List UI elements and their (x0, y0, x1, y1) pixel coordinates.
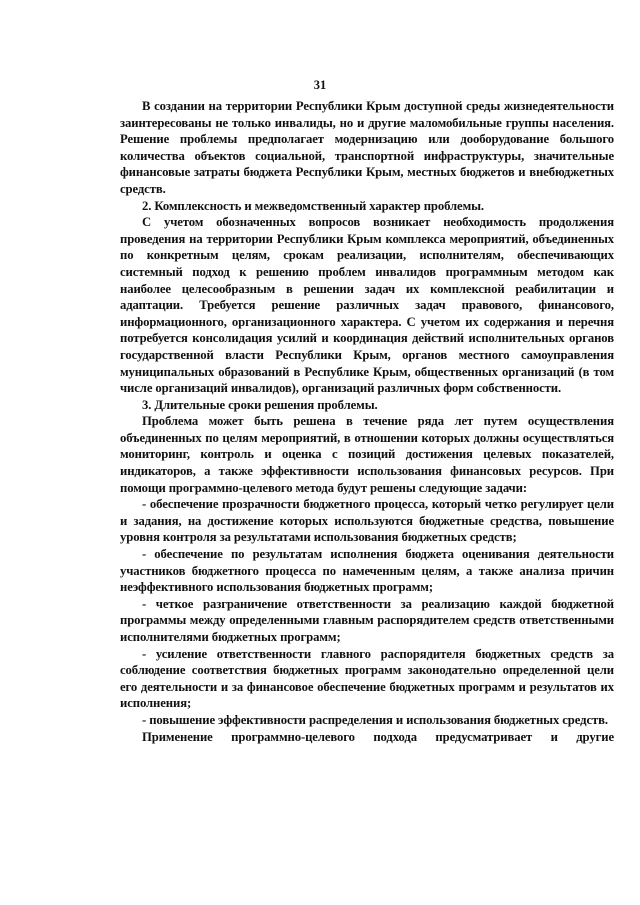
paragraph-program-measures: С учетом обозначенных вопросов возникает необходимость продолжения проведения на территории Республики Крым комплекса мероприятий, объединенных по конкретным целям, срокам реализации, исполнителям, обеспечивающих системный подход к решению проблем инвалидов программным методом как наиболее целесообразным в решении задач их комплексной реабилитации и адаптации. Требуется решение различных задач правового, финансового, информационного, организационного характера. С учетом их содержания и перечня потребуется консолидация усилий и координация действий исполнительных органов государственной власти Республики Крым, органов местного самоуправления муниципальных образований в Республике Крым, общественных организаций (в том числе организаций инвалидов), организаций различных форм собственности. (120, 215, 614, 396)
paragraph-problem-solution: Проблема может быть решена в течение ряда лет путем осуществления объединенных по целям мероприятий, в отношении которых должны осуществляться мониторинг, контроль и оценка с позиций достижения целевых показателей, индикаторов, а также эффективности использования финансовых ресурсов. При помощи программно-целевого метода будут решены следующие задачи: (120, 414, 614, 495)
paragraph-continued: Применение программно-целевого подхода предусматривает и другие (142, 729, 614, 744)
list-item-efficiency: - повышение эффективности распределения и использования бюджетных средств. (142, 712, 608, 727)
paragraph-accessible-environment: В создании на территории Республики Крым доступной среды жизнедеятельности заинтересованы не только инвалиды, но и другие маломобильные группы населения. Решение проблемы предполагает модернизацию или дооборудование большого количества объектов социальной, транспортной инфраструктуры, значительные финансовые затраты бюджета Республики Крым, местных бюджетов и внебюджетных средств. (120, 99, 614, 196)
heading-long-terms: 3. Длительные сроки решения проблемы. (142, 397, 378, 412)
list-item-transparency: - обеспечение прозрачности бюджетного процесса, который четко регулирует цели и задания, на достижение которых используются бюджетные средства, повышение уровня контроля за результатами использования бюджетных средств; (120, 497, 614, 545)
heading-complexity: 2. Комплексность и межведомственный характер проблемы. (142, 198, 484, 213)
page-number: 31 (313, 78, 327, 92)
body-text (120, 98, 614, 745)
list-item-responsibility-division: - четкое разграничение ответственности за реализацию каждой бюджетной программы между определенными главным распорядителем средств ответственными исполнителями бюджетных программ; (120, 596, 614, 644)
list-item-responsibility-strengthening: - усиление ответственности главного распорядителя бюджетных средств за соблюдение соответствия бюджетных программ законодательно определенной цели его деятельности и за финансовое обеспечение бюджетных программ и результатов их исполнения; (120, 646, 614, 711)
list-item-evaluation: - обеспечение по результатам исполнения бюджета оценивания деятельности участников бюджетного процесса по намеченным целям, а также анализа причин неэффективного использования бюджетных программ; (120, 547, 614, 595)
